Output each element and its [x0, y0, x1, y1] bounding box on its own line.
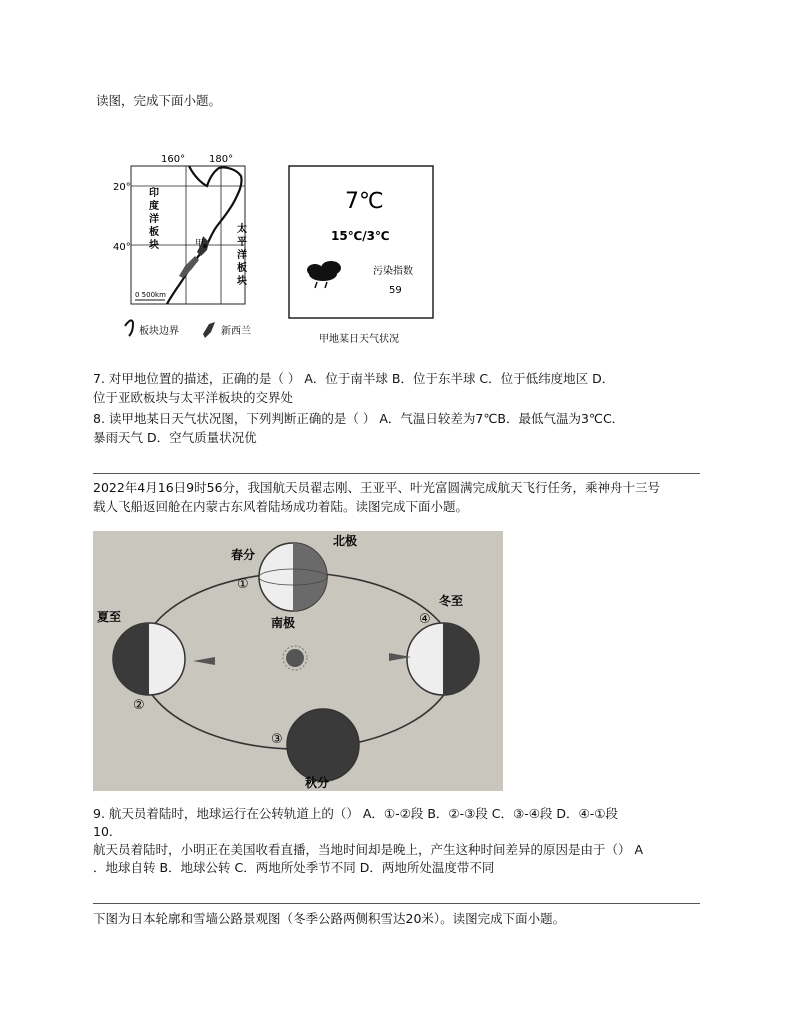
weather-figure: [285, 160, 445, 348]
lat-40-label: 40°: [113, 242, 131, 253]
pollution-value: 59: [389, 285, 402, 296]
q9-text: 9. 航天员着陆时，地球运行在公转轨道上的（） A．①-②段 B．②-③段 C．③-④段 D．④-①段: [93, 806, 618, 821]
earth-spring-icon: [259, 543, 327, 611]
pacific-plate-char-1: 太: [237, 224, 247, 235]
north-pole-label: 北极: [333, 534, 358, 548]
pacific-plate-char-4: 板: [237, 263, 247, 274]
q7-line1: 7. 对甲地位置的描述，正确的是（ ） A．位于南半球 B．位于东半球 C．位于低纬度地区 D．: [93, 371, 615, 386]
lon-180-label: 180°: [209, 154, 234, 165]
orbit-num-4: ④: [419, 612, 431, 627]
q8-line1: 8. 读甲地某日天气状况图，下列判断正确的是（ ） A．气温日较差为7℃B．最低气温为3℃C．: [93, 411, 625, 426]
q10-number: 10.: [93, 824, 113, 839]
pacific-plate-char-5: 块: [237, 276, 247, 287]
q8-line2: 暴雨天气 D．空气质量状况优: [93, 430, 257, 445]
legend-nz-label: 新西兰: [221, 326, 251, 337]
south-pole-label: 南极: [271, 616, 296, 630]
spring-label: 春分: [231, 548, 256, 562]
lat-20-label: 20°: [113, 182, 131, 193]
pacific-plate-char-3: 洋: [237, 250, 247, 261]
orbit-num-1: ①: [237, 577, 249, 592]
autumn-label: 秋分: [305, 776, 330, 790]
indo-plate-char-5: 块: [149, 240, 159, 251]
indo-plate-char-1: 印: [149, 188, 159, 199]
intro2-line1: 2022年4月16日9时56分，我国航天员翟志刚、王亚平、叶光富圆满完成航天飞行任务，乘神舟十三号: [93, 480, 661, 495]
orbit-num-3: ③: [271, 732, 283, 747]
orbit-num-2: ②: [133, 698, 145, 713]
intro2-line2: 载人飞船返回舱在内蒙古东风着陆场成功着陆。读图完成下面小题。: [93, 499, 469, 514]
lon-160-label: 160°: [161, 154, 186, 165]
pollution-label: 污染指数: [373, 266, 413, 277]
q10-line2: ．地球自转 B．地球公转 C．两地所处季节不同 D．两地所处温度带不同: [93, 860, 495, 875]
earth-orbit-figure: [93, 531, 503, 791]
nz-legend-icon: [203, 322, 215, 338]
section-divider-2: [93, 903, 700, 904]
pacific-plate-char-2: 平: [237, 237, 247, 248]
intro-text: 读图，完成下面小题。: [96, 93, 222, 108]
rain-cloud-icon: [307, 261, 341, 288]
q10-line1: 航天员着陆时，小明正在美国收看直播，当地时间却是晚上，产生这种时间差异的原因是由于（） A: [93, 842, 644, 857]
weather-caption: 甲地某日天气状况: [319, 334, 399, 345]
plate-map-figure: [105, 148, 290, 348]
weather-range: 15℃/3℃: [331, 229, 390, 243]
indo-plate-char-2: 度: [149, 201, 159, 212]
scale-label: 0 500km: [135, 291, 166, 299]
section-divider-1: [93, 473, 700, 474]
indo-plate-char-3: 洋: [149, 214, 159, 225]
intro3-text: 下图为日本轮廓和雪墙公路景观图（冬季公路两侧积雪达20米）。读图完成下面小题。: [93, 911, 566, 926]
winter-label: 冬至: [439, 594, 464, 608]
sun-icon: [286, 649, 304, 667]
point-jia-label: 甲: [195, 239, 205, 249]
summer-label: 夏至: [97, 610, 122, 624]
q7-line2: 位于亚欧板块与太平洋板块的交界处: [93, 390, 294, 405]
earth-winter-icon: [407, 623, 479, 695]
boundary-legend-icon: [125, 320, 133, 336]
earth-autumn-icon: [287, 709, 359, 781]
weather-temp: 7℃: [345, 189, 384, 214]
legend-boundary-label: 板块边界: [139, 326, 179, 337]
earth-summer-icon: [113, 623, 185, 695]
indo-plate-char-4: 板: [149, 227, 159, 238]
